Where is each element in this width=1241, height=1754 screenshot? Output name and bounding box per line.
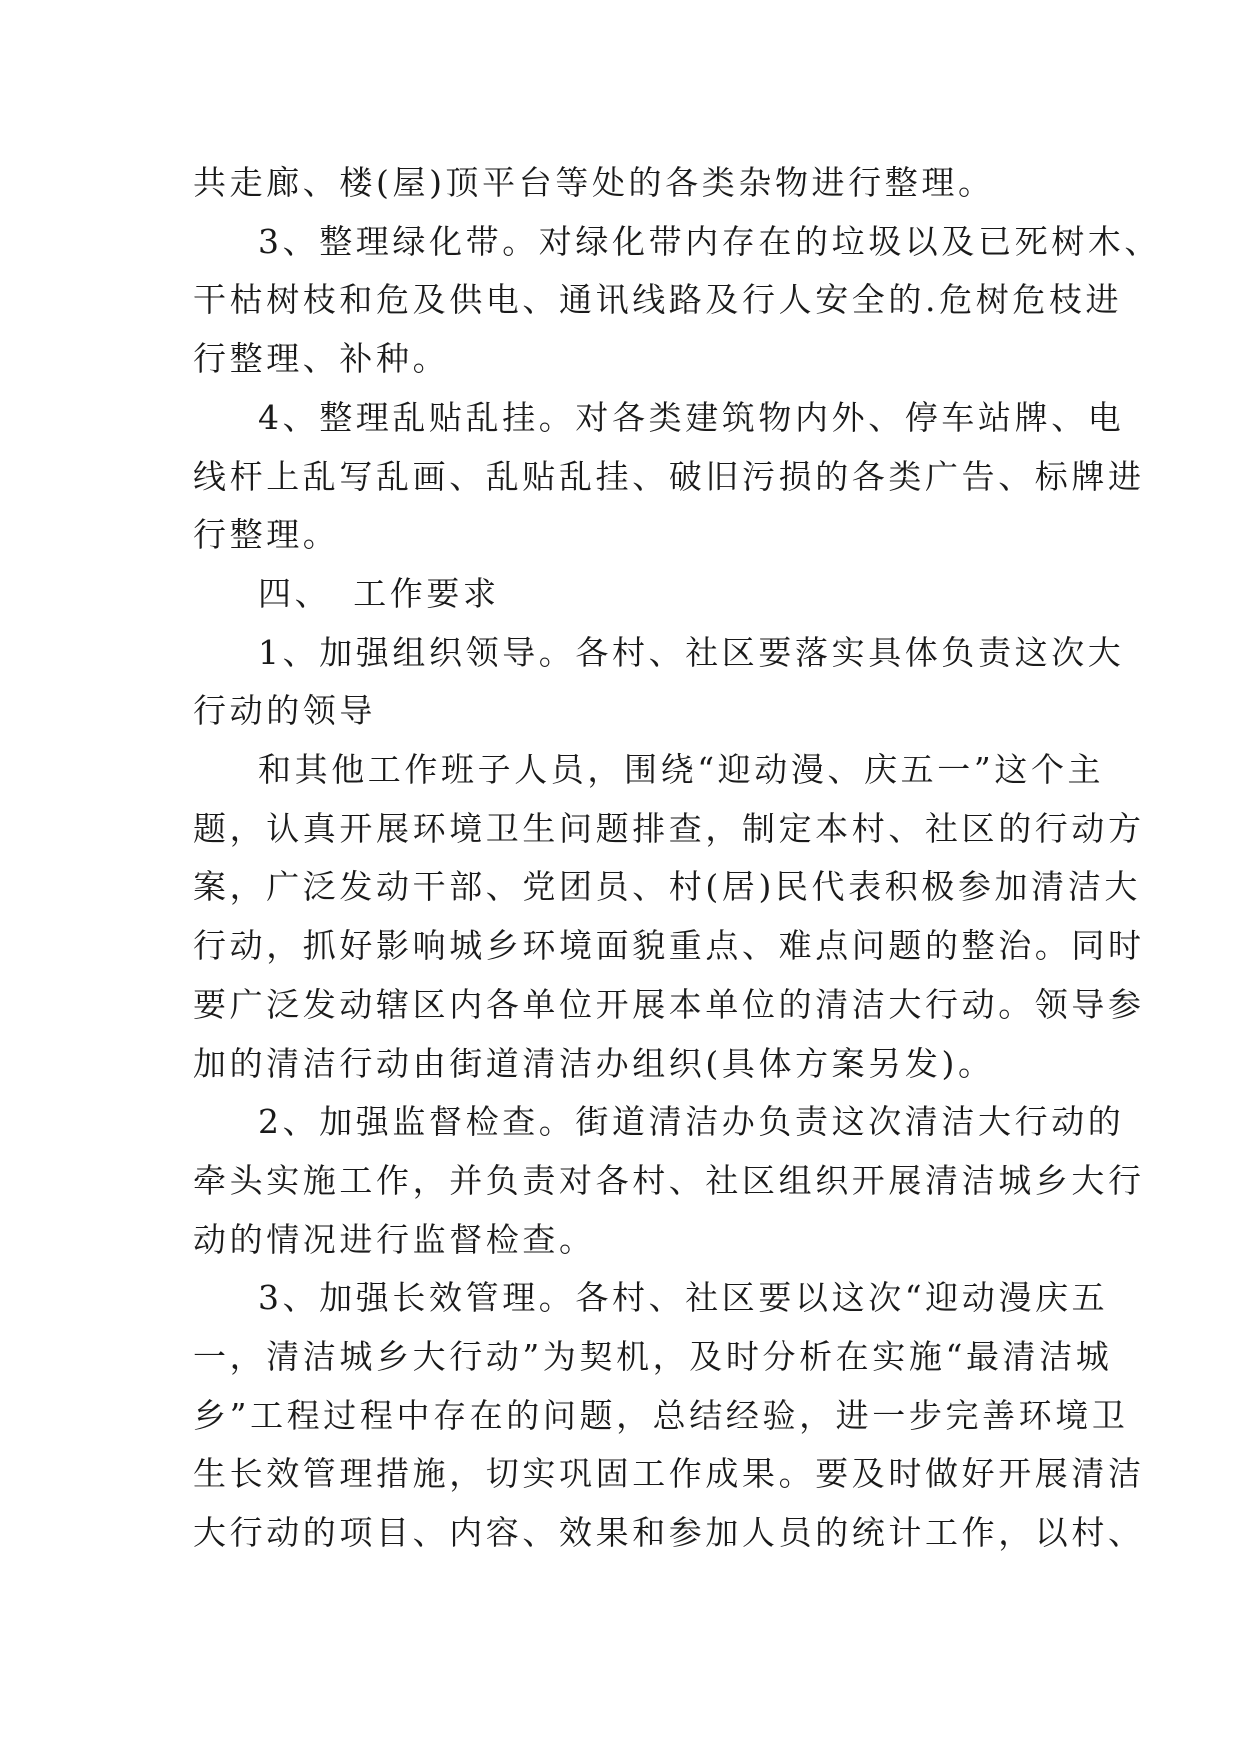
paragraph-start: 4、整理乱贴乱挂。对各类建筑物内外、停车站牌、电	[258, 397, 1125, 437]
section-number: 四、	[258, 573, 332, 613]
text-line: 案，广泛发动干部、党团员、村(居)民代表积极参加清洁大	[193, 867, 1141, 907]
text-line: 行整理。	[193, 515, 340, 555]
text-line: 大行动的项目、内容、效果和参加人员的统计工作，以村、	[193, 1513, 1145, 1553]
paragraph-start: 1、加强组织领导。各村、社区要落实具体负责这次大	[258, 632, 1125, 672]
text-line: 动的情况进行监督检查。	[193, 1219, 596, 1259]
paragraph-start: 2、加强监督检查。街道清洁办负责这次清洁大行动的	[258, 1102, 1125, 1142]
text-line: 干枯树枝和危及供电、通讯线路及行人安全的.危树危枝进	[193, 280, 1123, 320]
text-line: 线杆上乱写乱画、乱贴乱挂、破旧污损的各类广告、标牌进	[193, 456, 1145, 496]
text-line: 题，认真开展环境卫生问题排查，制定本村、社区的行动方	[193, 808, 1145, 848]
text-line: 行动的领导	[193, 691, 376, 731]
text-line: 牵头实施工作，并负责对各村、社区组织开展清洁城乡大行	[193, 1160, 1145, 1200]
section-heading	[193, 565, 1073, 624]
paragraph-start: 和其他工作班子人员，围绕“迎动漫、庆五一”这个主	[258, 750, 1105, 790]
text-line: 行动，抓好影响城乡环境面貌重点、难点问题的整治。同时	[193, 926, 1145, 966]
section-title: 工作要求	[353, 573, 500, 613]
text-line: 要广泛发动辖区内各单位开展本单位的清洁大行动。领导参	[193, 984, 1145, 1024]
text-line: 行整理、补种。	[193, 339, 450, 379]
text-line: 共走廊、楼(屋)顶平台等处的各类杂物进行整理。	[193, 163, 995, 202]
paragraph-start: 3、整理绿化带。对绿化带内存在的垃圾以及已死树木、	[258, 221, 1161, 261]
paragraph-start: 3、加强长效管理。各村、社区要以这次“迎动漫庆五	[258, 1278, 1109, 1318]
document-body	[193, 154, 1161, 1563]
text-line: 加的清洁行动由街道清洁办组织(具体方案另发)。	[193, 1043, 995, 1083]
text-line: 一，清洁城乡大行动”为契机，及时分析在实施“最清洁城	[193, 1337, 1113, 1377]
text-line: 乡”工程过程中存在的问题，总结经验，进一步完善环境卫	[193, 1395, 1129, 1435]
text-line: 生长效管理措施，切实巩固工作成果。要及时做好开展清洁	[193, 1454, 1145, 1494]
